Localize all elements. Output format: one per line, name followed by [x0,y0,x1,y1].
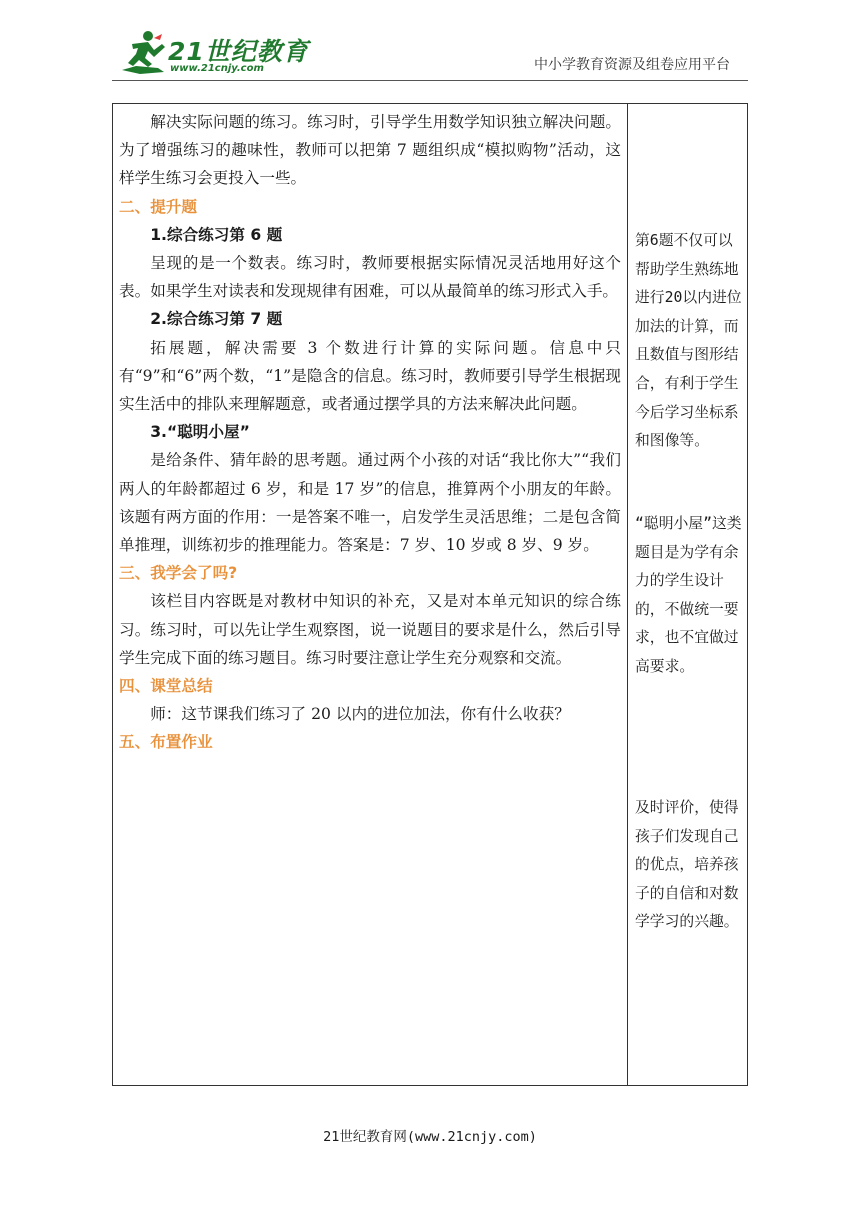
subheading-exercise-6: 1.综合练习第 6 题 [150,225,283,244]
page-footer: 21世纪教育网(www.21cnjy.com) [323,1129,537,1145]
site-logo[interactable] [118,30,309,80]
section-heading-self-check: 三、我学会了吗? [119,564,238,583]
section-heading-summary: 四、课堂总结 [119,677,213,696]
side-note-exercise-6: 第6题不仅可以帮助学生熟练地进行20以内进位加法的计算，而且数值与图形结合，有利于学生今后学习坐标系和图像等。 [635,232,742,450]
logo-url: www.21cnjy.com [170,63,264,74]
subheading-exercise-7: 2.综合练习第 7 题 [150,310,283,329]
page-header [0,0,860,90]
paragraph-summary: 师：这节课我们练习了 20 以内的进位加法，你有什么收获？ [150,705,570,724]
paragraph-exercise-7: 拓展题，解决需要 3 个数进行计算的实际问题。信息中只有“9”和“6”两个数，“1”是隐含的信息。练习时，教师要引导学生根据现实生活中的排队来理解题意，或者通过摆学具的方法来解决此问题。 [119,338,621,414]
paragraph-practice-problems: 解决实际问题的练习。练习时，引导学生用数学知识独立解决问题。为了增强练习的趣味性，教师可以把第 7 题组织成“模拟购物”活动，这样学生练习会更投入一些。 [119,113,621,188]
side-note-evaluation: 及时评价，使得孩子们发现自己的优点，培养孩子的自信和对数学学习的兴趣。 [635,799,739,931]
paragraph-self-check: 该栏目内容既是对教材中知识的补充，又是对本单元知识的综合练习。练习时，可以先让学生观察图，说一说题目的要求是什么，然后引导学生完成下面的练习题目。练习时要注意让学生充分观察和交流。 [119,592,621,667]
column-divider [627,104,628,1085]
side-note-smart-house: “聪明小屋”这类题目是为学有余力的学生设计的，不做统一要求，也不宜做过高要求。 [635,515,742,675]
subheading-smart-house: 3.“聪明小屋” [150,423,250,442]
paragraph-exercise-6: 呈现的是一个数表。练习时，教师要根据实际情况灵活地用好这个表。如果学生对读表和发现规律有困难，可以从最简单的练习形式入手。 [119,254,621,301]
logo-text: 21世纪教育 [168,37,309,66]
paragraph-smart-house: 是给条件、猜年龄的思考题。通过两个小孩的对话“我比你大”“我们两人的年龄都超过 6 岁，和是 17 岁”的信息，推算两个小朋友的年龄。该题有两方面的作用：一是答案不唯一，启发学生灵活思维；二是包含简单推理，训练初步的推理能力。答案是：7 岁、10 岁或 8 岁、9 岁。 [119,451,621,555]
runner-logo-icon [118,30,168,76]
header-rule [112,80,748,81]
platform-title: 中小学教育资源及组卷应用平台 [534,57,730,73]
section-heading-homework: 五、布置作业 [119,733,213,752]
lesson-table [112,103,748,1086]
main-column [119,108,621,757]
section-heading-advanced: 二、提升题 [119,197,197,216]
